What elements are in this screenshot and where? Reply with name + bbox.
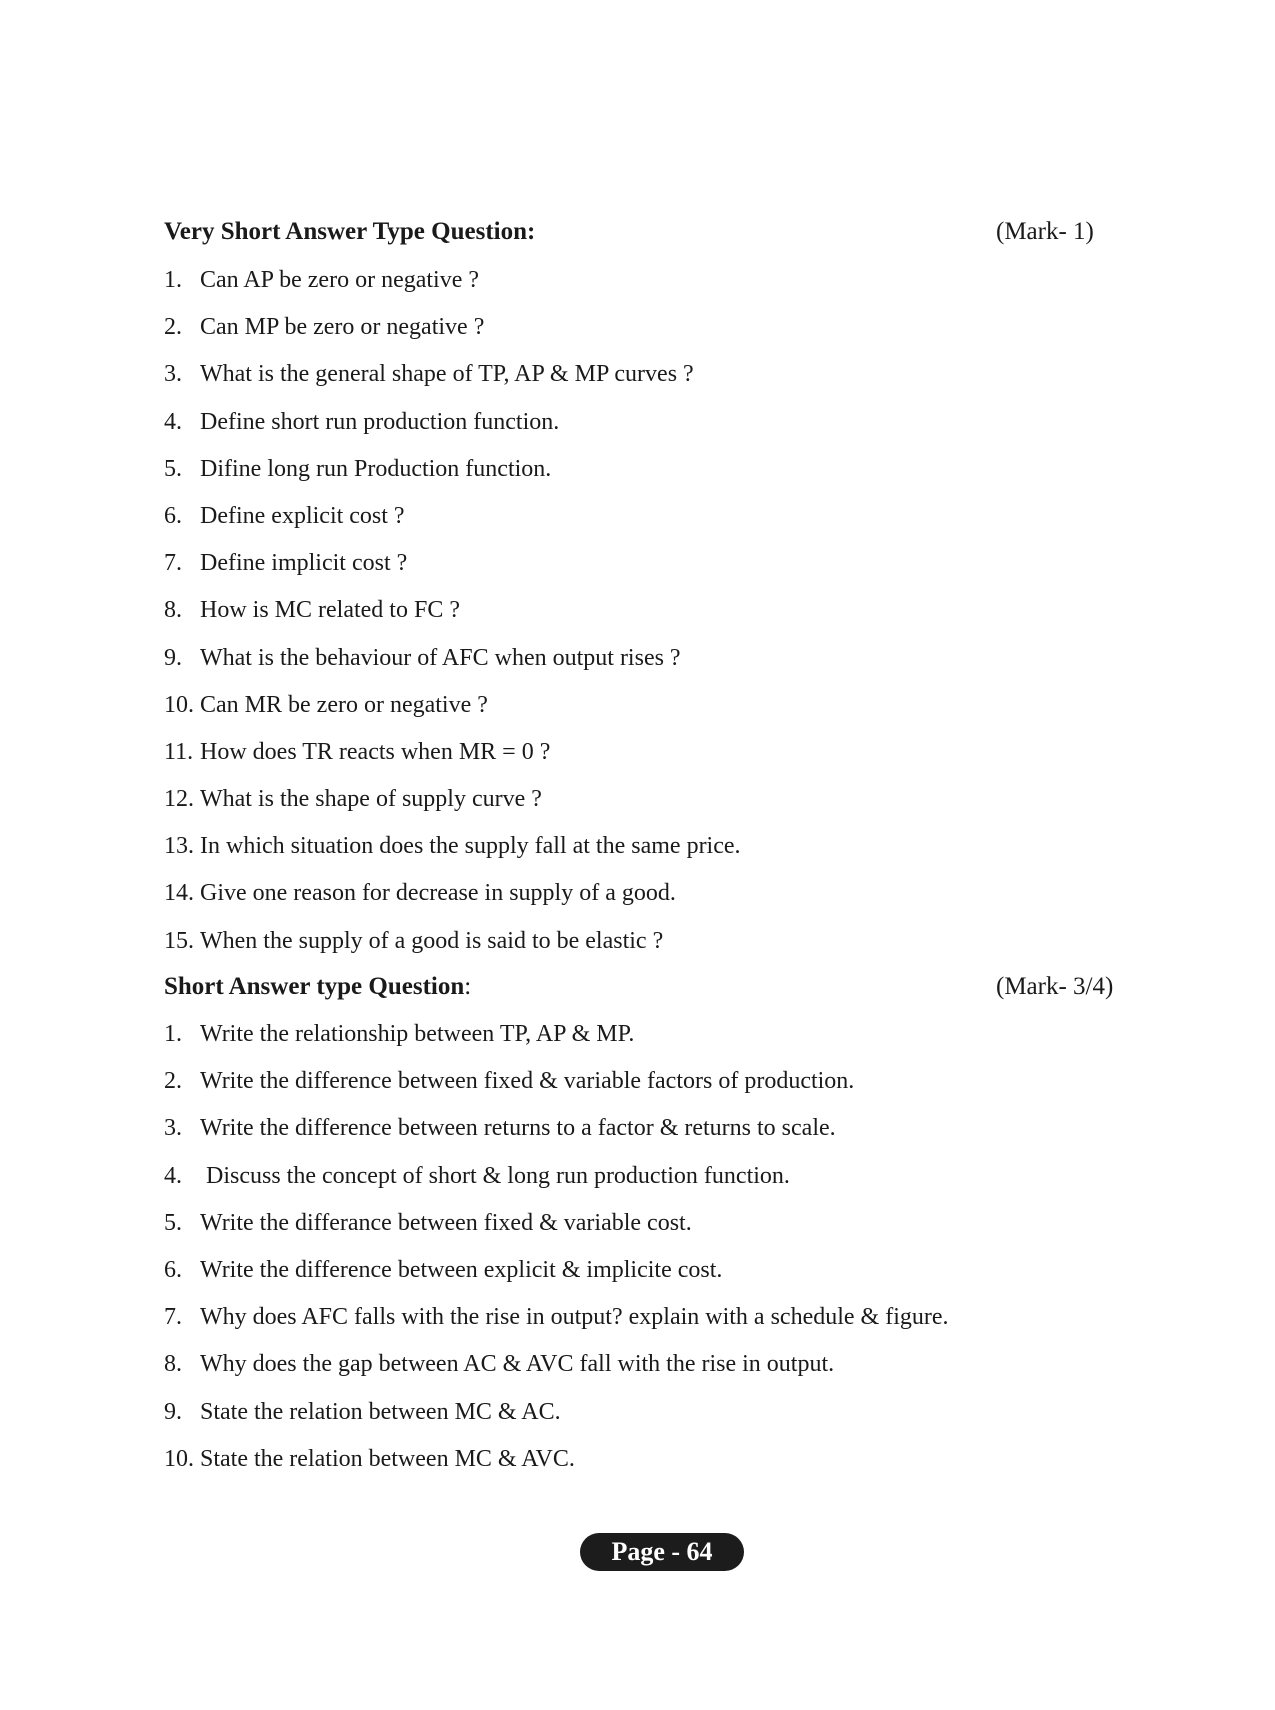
question-item	[164, 1153, 1164, 1200]
question-text: Write the difference between explicit & implicite cost.	[200, 1256, 723, 1283]
question-item	[164, 1058, 1164, 1105]
question-text: Difine long run Production function.	[200, 455, 552, 482]
question-item	[164, 446, 1164, 493]
question-item	[164, 729, 1164, 776]
question-text: What is the shape of supply curve ?	[200, 786, 542, 813]
question-item	[164, 1105, 1164, 1152]
question-text: Write the differance between fixed & variable cost.	[200, 1209, 692, 1236]
question-number: 6.	[164, 1256, 182, 1283]
question-item	[164, 540, 1164, 587]
question-item	[164, 351, 1164, 398]
question-text: What is the general shape of TP, AP & MP curves ?	[200, 361, 694, 388]
question-number: 7.	[164, 1304, 182, 1331]
question-item	[164, 870, 1164, 917]
question-item	[164, 493, 1164, 540]
question-number: 3.	[164, 1115, 182, 1142]
question-number: 6.	[164, 502, 182, 529]
question-number: 15.	[164, 927, 194, 954]
section-title: Very Short Answer Type Question:	[164, 218, 536, 245]
question-text: Can AP be zero or negative ?	[200, 267, 480, 293]
short-question-list	[164, 1011, 1164, 1483]
section-mark: (Mark- 3/4)	[996, 973, 1114, 1000]
question-number: 13.	[164, 833, 194, 860]
question-text: State the relation between MC & AC.	[200, 1398, 561, 1425]
question-item	[164, 1200, 1164, 1247]
question-number: 8.	[164, 597, 182, 624]
question-number: 3.	[164, 361, 182, 388]
question-number: 1.	[164, 1021, 182, 1047]
question-text: State the relation between MC & AVC.	[200, 1445, 575, 1472]
question-number: 5.	[164, 455, 182, 482]
question-item	[164, 918, 1164, 965]
question-text: Why does the gap between AC & AVC fall with the rise in output.	[200, 1351, 835, 1378]
question-number: 8.	[164, 1351, 182, 1378]
question-item	[164, 682, 1164, 729]
question-text: How is MC related to FC ?	[200, 597, 460, 624]
section-title-text: Short Answer type Question	[164, 973, 465, 1000]
question-number: 4.	[164, 1162, 182, 1189]
question-text: Define explicit cost ?	[200, 502, 405, 529]
question-text: Write the difference between fixed & variable factors of production.	[200, 1068, 855, 1095]
question-number: 1.	[164, 267, 182, 293]
question-text: Discuss the concept of short & long run production function.	[200, 1162, 790, 1189]
question-number: 14.	[164, 880, 194, 907]
question-text: Define implicit cost ?	[200, 550, 408, 577]
question-item	[164, 1247, 1164, 1294]
question-number: 2.	[164, 1068, 182, 1095]
question-number: 9.	[164, 1398, 182, 1425]
question-item	[164, 1436, 1164, 1483]
question-number: 2.	[164, 314, 182, 341]
question-number: 10.	[164, 691, 194, 718]
question-text: Define short run production function.	[200, 408, 560, 435]
question-text: Can MP be zero or negative ?	[200, 314, 485, 341]
question-text: Write the relationship between TP, AP & MP.	[200, 1021, 635, 1047]
question-text: How does TR reacts when MR = 0 ?	[200, 738, 551, 765]
question-number: 12.	[164, 786, 194, 813]
question-number: 11.	[164, 738, 194, 765]
question-text: Can MR be zero or negative ?	[200, 691, 488, 718]
section-mark: (Mark- 1)	[996, 218, 1094, 245]
question-text: What is the behaviour of AFC when output rises ?	[200, 644, 681, 671]
question-item	[164, 399, 1164, 446]
section-very-short-heading	[164, 212, 1114, 252]
question-item	[164, 635, 1164, 682]
question-text: Write the difference between returns to a factor & returns to scale.	[200, 1115, 836, 1142]
section-title-colon: :	[464, 973, 472, 1000]
page-number-badge: Page - 64	[580, 1533, 744, 1571]
question-item	[164, 1011, 1164, 1058]
question-text: Why does AFC falls with the rise in output? explain with a schedule & figure.	[200, 1304, 949, 1331]
section-title	[164, 967, 471, 1007]
question-number: 5.	[164, 1209, 182, 1236]
question-item	[164, 1341, 1164, 1388]
question-number: 10.	[164, 1445, 194, 1472]
question-item	[164, 1294, 1164, 1341]
question-item	[164, 304, 1164, 351]
question-number: 9.	[164, 644, 182, 671]
question-text: Give one reason for decrease in supply of a good.	[200, 880, 676, 907]
question-text: In which situation does the supply fall at the same price.	[200, 833, 741, 860]
question-item	[164, 776, 1164, 823]
very-short-question-list	[164, 257, 1164, 965]
question-number: 4.	[164, 408, 182, 435]
question-item	[164, 257, 1164, 304]
question-number: 7.	[164, 550, 182, 577]
section-short-heading	[164, 967, 1114, 1007]
question-text: When the supply of a good is said to be elastic ?	[200, 927, 664, 954]
question-item	[164, 1389, 1164, 1436]
question-item	[164, 823, 1164, 870]
question-item	[164, 587, 1164, 634]
